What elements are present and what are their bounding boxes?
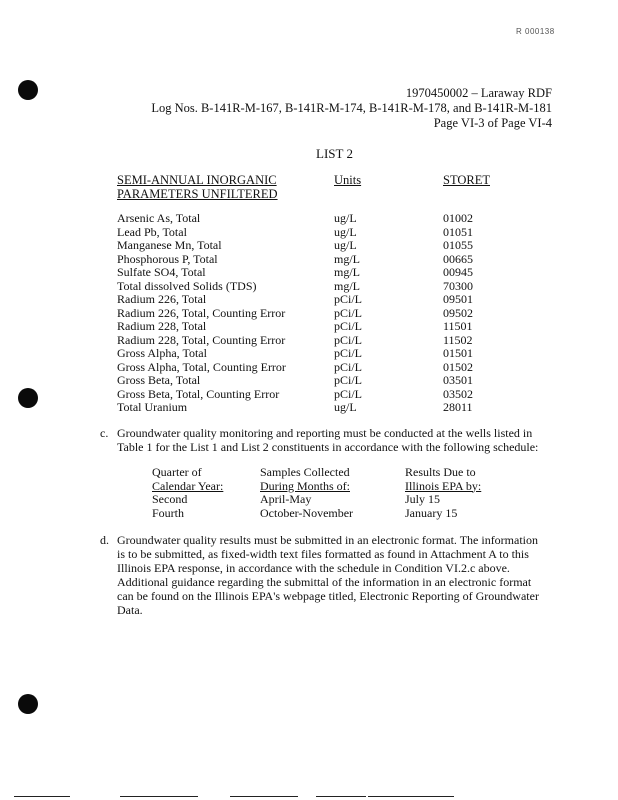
punch-hole-top: [18, 80, 38, 100]
table-header-units: Units: [334, 173, 362, 187]
schedule-header-row-1: Quarter of Samples Collected Results Due to: [152, 465, 476, 479]
table-row: Radium 228, Total, Counting Error pCi/L 11502: [117, 332, 473, 347]
para-c-label: c.: [100, 426, 109, 440]
para-c-text: Groundwater quality monitoring and reporting must be conducted at the wells listed in Table 1 for the List 1 and List 2 constituents in accordance with the following schedule:: [117, 426, 539, 454]
table-header-storet: STORET: [443, 173, 490, 187]
schedule-header-row-2: Calendar Year: During Months of: Illinois EPA by:: [152, 478, 482, 493]
header-permit-line: 1970450002 – Laraway RDF: [405, 86, 552, 100]
list-title: LIST 2: [316, 146, 353, 161]
table-row: Sulfate SO4, Total mg/L 00945: [117, 265, 473, 279]
table-row: Lead Pb, Total ug/L 01051: [117, 224, 473, 239]
table-header-line-2: PARAMETERS UNFILTERED: [117, 187, 278, 201]
para-d-text: Groundwater quality results must be submitted in an electronic format. The information is to be submitted, as fixed-width text files formatted as found in Attachment A to this Illinois EPA response, in accordance with the schedule in Condition VI.2.c above. Additional guidance regarding the submittal of the information in an electronic format can be found on the Illinois EPA's webpage titled, Electronic Reporting of Groundwater Data.: [117, 533, 539, 617]
table-row: Phosphorous P, Total mg/L 00665: [117, 251, 473, 266]
table-row: Gross Alpha, Total pCi/L 01501: [117, 346, 473, 360]
punch-hole-middle: [18, 388, 38, 408]
schedule-row: Second April-May July 15: [152, 492, 441, 506]
footer-rule: [120, 796, 198, 797]
table-row: Gross Beta, Total, Counting Error pCi/L 03502: [117, 386, 473, 401]
table-row: Total dissolved Solids (TDS) mg/L 70300: [117, 278, 473, 293]
table-row: Gross Beta, Total pCi/L 03501: [117, 373, 473, 387]
table-row: Radium 228, Total pCi/L 11501: [117, 319, 473, 333]
header-log-numbers: Log Nos. B-141R-M-167, B-141R-M-174, B-141R-M-178, and B-141R-M-181: [151, 101, 552, 115]
footer-rule: [316, 796, 366, 797]
table-row: Gross Alpha, Total, Counting Error pCi/L 01502: [117, 359, 473, 374]
table-row: Radium 226, Total pCi/L 09501: [117, 292, 473, 306]
table-row: Manganese Mn, Total ug/L 01055: [117, 238, 473, 252]
page-stamp: R 000138: [516, 27, 555, 36]
footer-rule: [14, 796, 70, 797]
table-header-parameters: [117, 173, 278, 201]
schedule-row: Fourth October-November January 15: [152, 505, 458, 520]
punch-hole-bottom: [18, 694, 38, 714]
table-row: Total Uranium ug/L 28011: [117, 400, 473, 414]
header-page-number: Page VI-3 of Page VI-4: [433, 116, 552, 130]
table-row: Arsenic As, Total ug/L 01002: [117, 211, 473, 225]
table-row: Radium 226, Total, Counting Error pCi/L 09502: [117, 305, 473, 320]
footer-rule: [368, 796, 454, 797]
table-header-line-1: SEMI-ANNUAL INORGANIC: [117, 173, 277, 187]
para-d-label: d.: [100, 533, 109, 547]
footer-rule: [230, 796, 298, 797]
